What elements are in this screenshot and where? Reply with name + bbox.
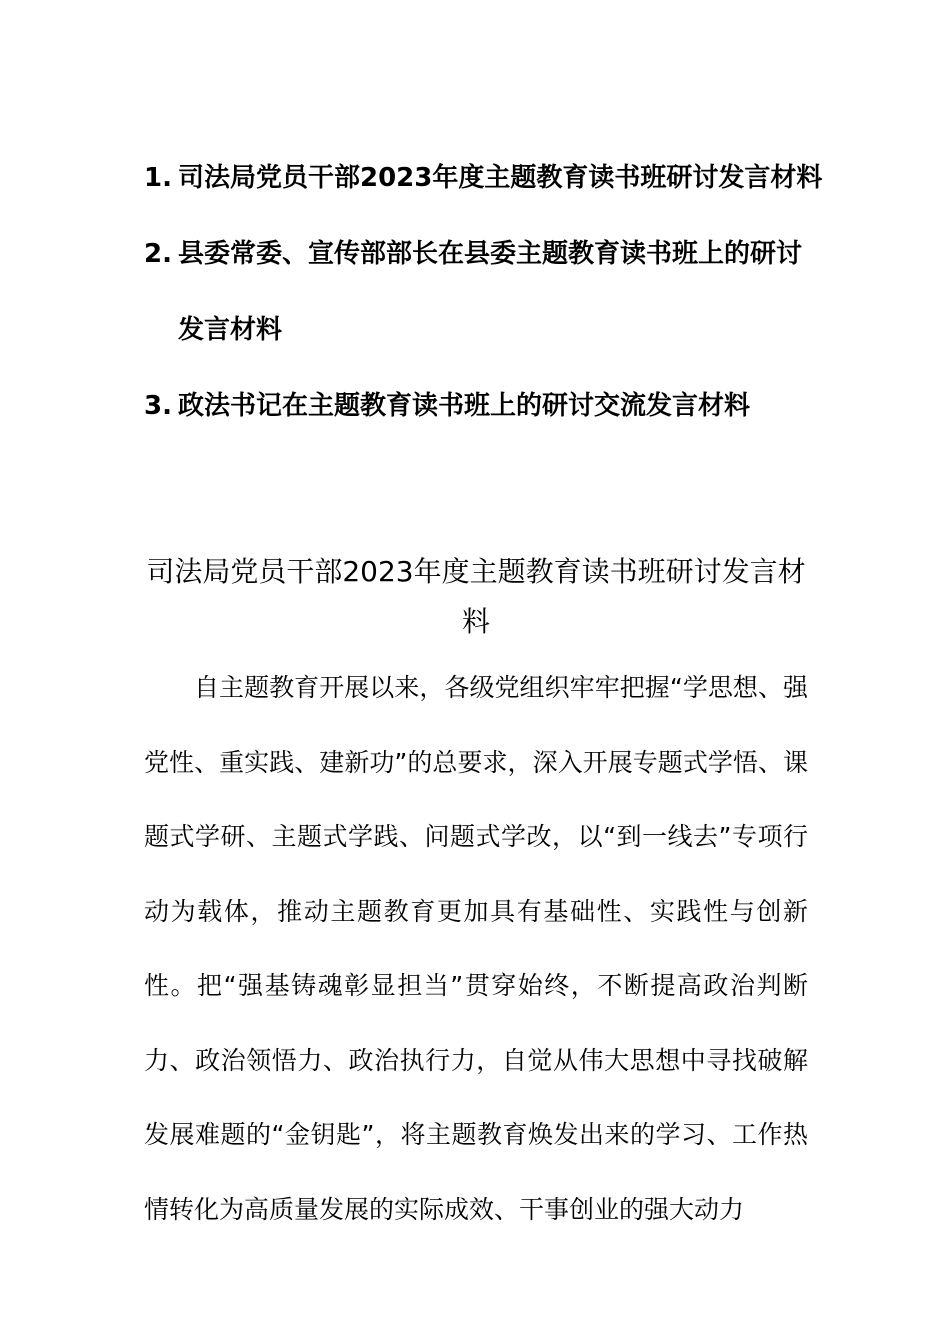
toc-item-2[interactable] xyxy=(144,216,824,368)
table-of-contents xyxy=(144,140,824,444)
toc-item-1[interactable] xyxy=(144,140,824,216)
toc-item-number: 3. xyxy=(144,391,172,421)
toc-item-text: 司法局党员干部2023年度主题教育读书班研讨发言材料 xyxy=(178,163,823,193)
body-paragraph: 自主题教育开展以来，各级党组织牢牢把握“学思想、强党性、重实践、建新功”的总要求，深入开展专题式学悟、课题式学研、主题式学践、问题式学改，以“到一线去”专项行动为载体，推动主题教育更加具有基础性、实践性与创新性。把“强基铸魂彰显担当”贯穿始终，不断提高政治判断力、政治领悟力、政治执行力，自觉从伟大思想中寻找破解发展难题的“金钥匙”，将主题教育焕发出来的学习、工作热情转化为高质量发展的实际成效、干事创业的强大动力 xyxy=(144,673,808,1224)
document-title: 司法局党员干部2023年度主题教育读书班研讨发言材料 xyxy=(146,554,806,638)
toc-item-number: 2. xyxy=(144,239,172,269)
toc-item-text: 政法书记在主题教育读书班上的研讨交流发言材料 xyxy=(178,391,751,421)
toc-item-number: 1. xyxy=(144,163,172,193)
toc-item-text: 县委常委、宣传部部长在县委主题教育读书班上的研讨发言材料 xyxy=(178,239,803,345)
toc-item-3[interactable] xyxy=(144,368,824,444)
